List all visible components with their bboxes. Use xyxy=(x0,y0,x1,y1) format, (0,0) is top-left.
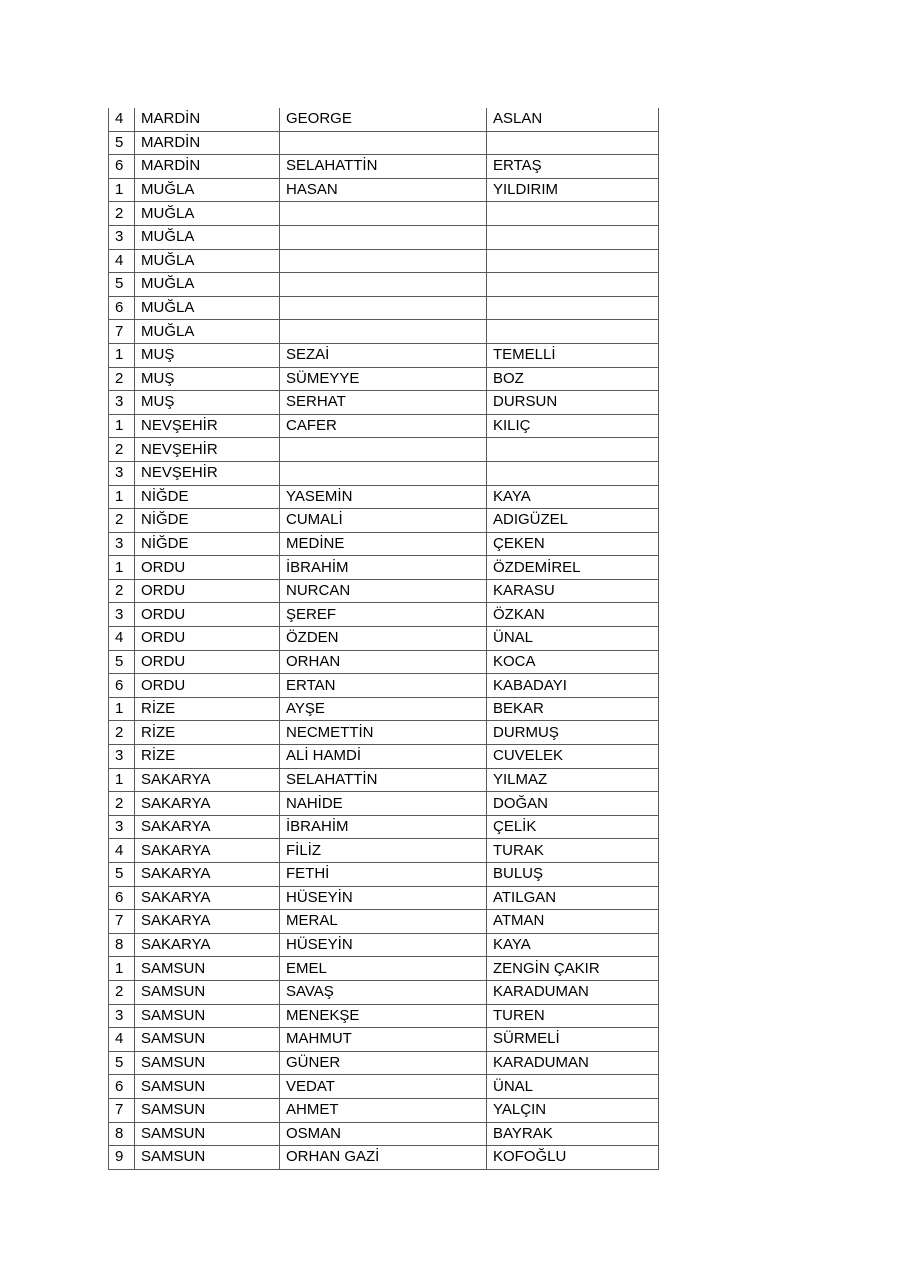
row-number-cell: 8 xyxy=(109,1122,135,1146)
last-name-cell xyxy=(487,249,659,273)
last-name-cell: BEKAR xyxy=(487,697,659,721)
first-name-cell: GEORGE xyxy=(280,108,487,131)
first-name-cell xyxy=(280,202,487,226)
province-cell: MUĞLA xyxy=(135,178,280,202)
last-name-cell xyxy=(487,273,659,297)
table-row xyxy=(109,414,659,438)
province-cell: SAMSUN xyxy=(135,980,280,1004)
first-name-cell: SELAHATTİN xyxy=(280,768,487,792)
first-name-cell: HÜSEYİN xyxy=(280,886,487,910)
province-cell: SAKARYA xyxy=(135,839,280,863)
province-cell: MUĞLA xyxy=(135,202,280,226)
table-row xyxy=(109,1075,659,1099)
first-name-cell: FİLİZ xyxy=(280,839,487,863)
last-name-cell: ERTAŞ xyxy=(487,155,659,179)
table-row xyxy=(109,556,659,580)
table-row xyxy=(109,1122,659,1146)
table-row xyxy=(109,910,659,934)
first-name-cell: İBRAHİM xyxy=(280,556,487,580)
last-name-cell xyxy=(487,225,659,249)
table-row xyxy=(109,1028,659,1052)
province-cell: MUĞLA xyxy=(135,273,280,297)
row-number-cell: 2 xyxy=(109,367,135,391)
province-cell: SAKARYA xyxy=(135,863,280,887)
table-row xyxy=(109,485,659,509)
last-name-cell: ATMAN xyxy=(487,910,659,934)
row-number-cell: 1 xyxy=(109,414,135,438)
province-cell: NEVŞEHİR xyxy=(135,461,280,485)
table-row xyxy=(109,296,659,320)
row-number-cell: 5 xyxy=(109,863,135,887)
row-number-cell: 3 xyxy=(109,815,135,839)
first-name-cell xyxy=(280,131,487,155)
first-name-cell: CUMALİ xyxy=(280,509,487,533)
table-row xyxy=(109,579,659,603)
row-number-cell: 4 xyxy=(109,249,135,273)
province-cell: SAMSUN xyxy=(135,1075,280,1099)
first-name-cell: SAVAŞ xyxy=(280,980,487,1004)
row-number-cell: 2 xyxy=(109,438,135,462)
first-name-cell: MERAL xyxy=(280,910,487,934)
row-number-cell: 4 xyxy=(109,839,135,863)
first-name-cell: VEDAT xyxy=(280,1075,487,1099)
province-cell: MUĞLA xyxy=(135,249,280,273)
table-row xyxy=(109,957,659,981)
row-number-cell: 6 xyxy=(109,674,135,698)
province-cell: NİĞDE xyxy=(135,509,280,533)
row-number-cell: 3 xyxy=(109,603,135,627)
table-row xyxy=(109,697,659,721)
province-cell: ORDU xyxy=(135,579,280,603)
row-number-cell: 7 xyxy=(109,320,135,344)
row-number-cell: 3 xyxy=(109,745,135,769)
last-name-cell: KILIÇ xyxy=(487,414,659,438)
first-name-cell: AHMET xyxy=(280,1098,487,1122)
province-cell: MUŞ xyxy=(135,367,280,391)
last-name-cell: ÜNAL xyxy=(487,1075,659,1099)
last-name-cell: KARADUMAN xyxy=(487,1051,659,1075)
province-cell: MUĞLA xyxy=(135,296,280,320)
table-row xyxy=(109,1051,659,1075)
last-name-cell: KAYA xyxy=(487,933,659,957)
first-name-cell: SERHAT xyxy=(280,391,487,415)
first-name-cell xyxy=(280,273,487,297)
first-name-cell xyxy=(280,296,487,320)
table-row xyxy=(109,1146,659,1170)
row-number-cell: 8 xyxy=(109,933,135,957)
last-name-cell: TURAK xyxy=(487,839,659,863)
province-cell: SAMSUN xyxy=(135,1028,280,1052)
row-number-cell: 5 xyxy=(109,650,135,674)
province-cell: MUŞ xyxy=(135,343,280,367)
first-name-cell: OSMAN xyxy=(280,1122,487,1146)
table-row xyxy=(109,745,659,769)
table-row xyxy=(109,627,659,651)
table-row xyxy=(109,225,659,249)
table-row xyxy=(109,674,659,698)
table-row xyxy=(109,155,659,179)
last-name-cell: CUVELEK xyxy=(487,745,659,769)
last-name-cell: ZENGİN ÇAKIR xyxy=(487,957,659,981)
first-name-cell xyxy=(280,320,487,344)
last-name-cell: DOĞAN xyxy=(487,792,659,816)
last-name-cell xyxy=(487,461,659,485)
table-row xyxy=(109,863,659,887)
first-name-cell: CAFER xyxy=(280,414,487,438)
province-cell: MUĞLA xyxy=(135,320,280,344)
last-name-cell: TUREN xyxy=(487,1004,659,1028)
first-name-cell: HÜSEYİN xyxy=(280,933,487,957)
first-name-cell: YASEMİN xyxy=(280,485,487,509)
row-number-cell: 4 xyxy=(109,108,135,131)
first-name-cell: SELAHATTİN xyxy=(280,155,487,179)
last-name-cell: BULUŞ xyxy=(487,863,659,887)
last-name-cell: ÖZKAN xyxy=(487,603,659,627)
last-name-cell: KABADAYI xyxy=(487,674,659,698)
province-cell: SAMSUN xyxy=(135,1122,280,1146)
province-cell: SAMSUN xyxy=(135,1146,280,1170)
last-name-cell: YILDIRIM xyxy=(487,178,659,202)
province-cell: ORDU xyxy=(135,674,280,698)
table-row xyxy=(109,367,659,391)
last-name-cell: ATILGAN xyxy=(487,886,659,910)
first-name-cell: ORHAN GAZİ xyxy=(280,1146,487,1170)
province-cell: ORDU xyxy=(135,627,280,651)
row-number-cell: 6 xyxy=(109,1075,135,1099)
row-number-cell: 6 xyxy=(109,155,135,179)
last-name-cell: BAYRAK xyxy=(487,1122,659,1146)
first-name-cell: İBRAHİM xyxy=(280,815,487,839)
first-name-cell: MEDİNE xyxy=(280,532,487,556)
first-name-cell: ALİ HAMDİ xyxy=(280,745,487,769)
province-cell: NEVŞEHİR xyxy=(135,438,280,462)
last-name-cell: ÜNAL xyxy=(487,627,659,651)
row-number-cell: 4 xyxy=(109,1028,135,1052)
row-number-cell: 1 xyxy=(109,697,135,721)
province-cell: ORDU xyxy=(135,603,280,627)
row-number-cell: 2 xyxy=(109,721,135,745)
table-row xyxy=(109,461,659,485)
first-name-cell: FETHİ xyxy=(280,863,487,887)
first-name-cell xyxy=(280,461,487,485)
last-name-cell: ÖZDEMİREL xyxy=(487,556,659,580)
last-name-cell: ADIGÜZEL xyxy=(487,509,659,533)
first-name-cell: ÖZDEN xyxy=(280,627,487,651)
last-name-cell: ASLAN xyxy=(487,108,659,131)
row-number-cell: 1 xyxy=(109,178,135,202)
first-name-cell: AYŞE xyxy=(280,697,487,721)
table-row xyxy=(109,792,659,816)
last-name-cell: YILMAZ xyxy=(487,768,659,792)
first-name-cell xyxy=(280,225,487,249)
table-row xyxy=(109,249,659,273)
province-cell: RİZE xyxy=(135,697,280,721)
first-name-cell: SÜMEYYE xyxy=(280,367,487,391)
province-cell: ORDU xyxy=(135,650,280,674)
last-name-cell: YALÇIN xyxy=(487,1098,659,1122)
first-name-cell: NURCAN xyxy=(280,579,487,603)
table-row xyxy=(109,108,659,131)
last-name-cell: TEMELLİ xyxy=(487,343,659,367)
province-cell: SAKARYA xyxy=(135,886,280,910)
last-name-cell: BOZ xyxy=(487,367,659,391)
table-row xyxy=(109,603,659,627)
row-number-cell: 3 xyxy=(109,461,135,485)
province-cell: NİĞDE xyxy=(135,532,280,556)
row-number-cell: 1 xyxy=(109,768,135,792)
last-name-cell xyxy=(487,438,659,462)
row-number-cell: 3 xyxy=(109,1004,135,1028)
last-name-cell: DURSUN xyxy=(487,391,659,415)
province-cell: NİĞDE xyxy=(135,485,280,509)
first-name-cell: MAHMUT xyxy=(280,1028,487,1052)
first-name-cell: ORHAN xyxy=(280,650,487,674)
candidate-table xyxy=(108,108,659,1170)
province-cell: MARDİN xyxy=(135,131,280,155)
row-number-cell: 7 xyxy=(109,1098,135,1122)
first-name-cell: SEZAİ xyxy=(280,343,487,367)
table-row xyxy=(109,391,659,415)
first-name-cell: NECMETTİN xyxy=(280,721,487,745)
province-cell: NEVŞEHİR xyxy=(135,414,280,438)
last-name-cell: ÇELİK xyxy=(487,815,659,839)
last-name-cell: DURMUŞ xyxy=(487,721,659,745)
province-cell: MARDİN xyxy=(135,155,280,179)
table-row xyxy=(109,768,659,792)
last-name-cell xyxy=(487,320,659,344)
row-number-cell: 2 xyxy=(109,202,135,226)
table-row xyxy=(109,509,659,533)
table-row xyxy=(109,343,659,367)
table-row xyxy=(109,886,659,910)
table-row xyxy=(109,839,659,863)
province-cell: MUĞLA xyxy=(135,225,280,249)
last-name-cell: SÜRMELİ xyxy=(487,1028,659,1052)
first-name-cell: ŞEREF xyxy=(280,603,487,627)
table-row xyxy=(109,980,659,1004)
row-number-cell: 4 xyxy=(109,627,135,651)
province-cell: SAKARYA xyxy=(135,910,280,934)
last-name-cell xyxy=(487,296,659,320)
province-cell: SAMSUN xyxy=(135,957,280,981)
table-row xyxy=(109,320,659,344)
first-name-cell: NAHİDE xyxy=(280,792,487,816)
row-number-cell: 6 xyxy=(109,886,135,910)
first-name-cell: HASAN xyxy=(280,178,487,202)
row-number-cell: 5 xyxy=(109,131,135,155)
row-number-cell: 9 xyxy=(109,1146,135,1170)
row-number-cell: 5 xyxy=(109,1051,135,1075)
last-name-cell: ÇEKEN xyxy=(487,532,659,556)
province-cell: SAMSUN xyxy=(135,1098,280,1122)
table-row xyxy=(109,933,659,957)
last-name-cell: KARASU xyxy=(487,579,659,603)
table-row xyxy=(109,532,659,556)
row-number-cell: 1 xyxy=(109,556,135,580)
last-name-cell: KOFOĞLU xyxy=(487,1146,659,1170)
province-cell: ORDU xyxy=(135,556,280,580)
last-name-cell xyxy=(487,202,659,226)
province-cell: SAMSUN xyxy=(135,1004,280,1028)
candidate-table-body xyxy=(109,108,659,1169)
row-number-cell: 1 xyxy=(109,957,135,981)
first-name-cell: MENEKŞE xyxy=(280,1004,487,1028)
row-number-cell: 6 xyxy=(109,296,135,320)
last-name-cell: KARADUMAN xyxy=(487,980,659,1004)
first-name-cell: ERTAN xyxy=(280,674,487,698)
first-name-cell: GÜNER xyxy=(280,1051,487,1075)
table-row xyxy=(109,202,659,226)
province-cell: RİZE xyxy=(135,745,280,769)
province-cell: SAKARYA xyxy=(135,933,280,957)
province-cell: SAKARYA xyxy=(135,792,280,816)
first-name-cell xyxy=(280,438,487,462)
row-number-cell: 2 xyxy=(109,509,135,533)
table-row xyxy=(109,721,659,745)
table-row xyxy=(109,273,659,297)
province-cell: RİZE xyxy=(135,721,280,745)
first-name-cell xyxy=(280,249,487,273)
row-number-cell: 1 xyxy=(109,485,135,509)
row-number-cell: 2 xyxy=(109,980,135,1004)
province-cell: SAKARYA xyxy=(135,815,280,839)
table-row xyxy=(109,178,659,202)
table-row xyxy=(109,131,659,155)
table-row xyxy=(109,1004,659,1028)
province-cell: SAKARYA xyxy=(135,768,280,792)
table-row xyxy=(109,650,659,674)
row-number-cell: 2 xyxy=(109,579,135,603)
first-name-cell: EMEL xyxy=(280,957,487,981)
table-row xyxy=(109,1098,659,1122)
row-number-cell: 5 xyxy=(109,273,135,297)
last-name-cell: KOCA xyxy=(487,650,659,674)
province-cell: SAMSUN xyxy=(135,1051,280,1075)
row-number-cell: 3 xyxy=(109,532,135,556)
table-row xyxy=(109,815,659,839)
row-number-cell: 2 xyxy=(109,792,135,816)
row-number-cell: 3 xyxy=(109,391,135,415)
table-row xyxy=(109,438,659,462)
province-cell: MUŞ xyxy=(135,391,280,415)
row-number-cell: 1 xyxy=(109,343,135,367)
row-number-cell: 3 xyxy=(109,225,135,249)
province-cell: MARDİN xyxy=(135,108,280,131)
row-number-cell: 7 xyxy=(109,910,135,934)
last-name-cell: KAYA xyxy=(487,485,659,509)
last-name-cell xyxy=(487,131,659,155)
